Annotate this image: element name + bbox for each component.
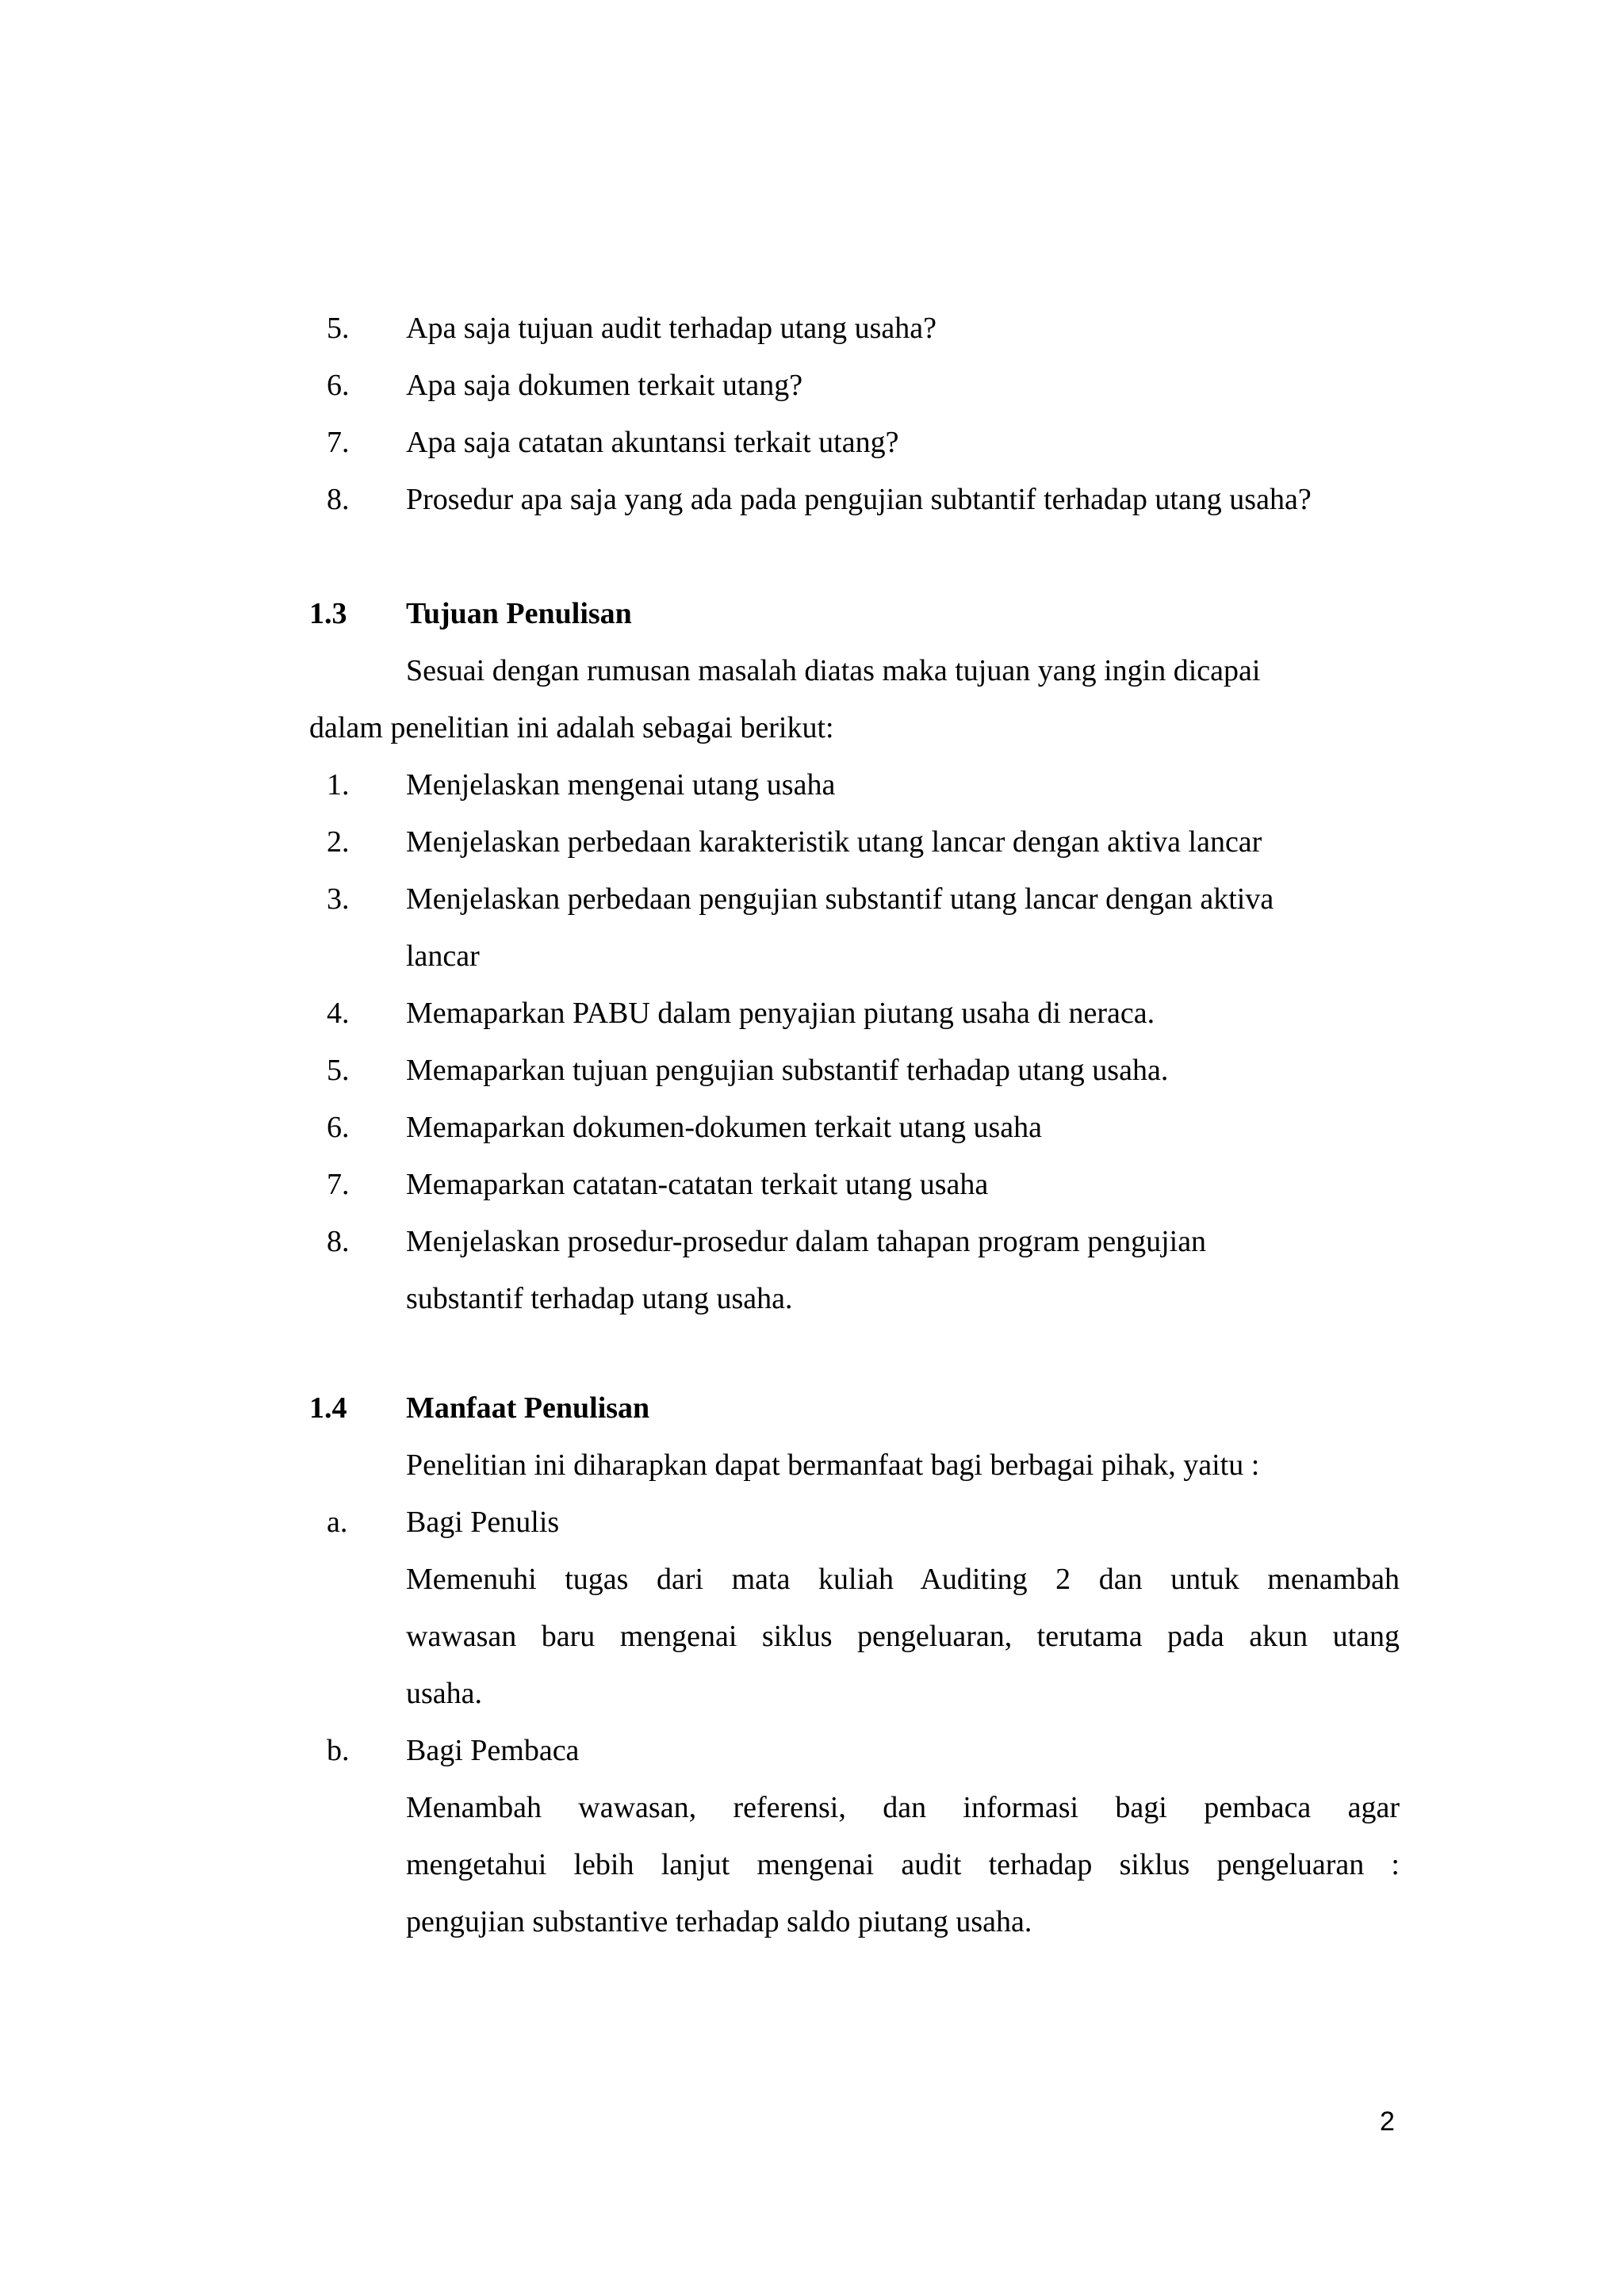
section-manfaat-penulisan [309,1380,1400,1950]
item-letter: b. [327,1734,350,1767]
list-item [309,1042,1400,1099]
item-text: Apa saja tujuan audit terhadap utang usaha? [406,312,936,345]
paragraph-line [309,1779,1400,1836]
item-number: 1. [327,768,350,802]
item-text: Memaparkan tujuan pengujian substantif terhadap utang usaha. [406,1054,1169,1087]
item-text: Memaparkan dokumen-dokumen terkait utang usaha [406,1111,1042,1144]
benefit-text: mengetahui lebih lanjut mengenai audit terhadap siklus pengeluaran : [406,1848,1400,1881]
item-text: Apa saja catatan akuntansi terkait utang? [406,426,899,459]
item-text: Menjelaskan prosedur-prosedur dalam tahapan program pengujian [406,1225,1207,1258]
item-text: substantif terhadap utang usaha. [406,1282,793,1315]
list-item [309,756,1400,813]
benefit-text: Menambah wawasan, referensi, dan informasi bagi pembaca agar [406,1791,1400,1824]
item-letter: a. [327,1506,348,1539]
intro-text: dalam penelitian ini adalah sebagai berikut: [309,711,834,744]
item-number: 8. [327,1225,350,1258]
paragraph-line [309,1608,1400,1665]
item-number: 5. [327,1054,350,1087]
paragraph-line [309,1893,1400,1950]
list-item [309,871,1400,928]
item-number: 3. [327,882,350,916]
list-item-continuation [309,1270,1400,1327]
benefit-text: wawasan baru mengenai siklus pengeluaran, terutama pada akun utang [406,1620,1400,1653]
item-text: Memaparkan catatan-catatan terkait utang usaha [406,1168,989,1201]
item-number: 2. [327,825,350,859]
list-item [309,985,1400,1042]
list-item [309,1099,1400,1156]
section-heading [309,585,1400,642]
section-tujuan-penulisan [309,585,1400,1327]
item-number: 5. [327,312,350,345]
list-item [309,357,1400,414]
list-item [309,300,1400,357]
paragraph-line [309,1836,1400,1893]
item-number: 7. [327,1168,350,1201]
item-number: 7. [327,426,350,459]
list-item-continuation [309,928,1400,985]
item-text: Memaparkan PABU dalam penyajian piutang usaha di neraca. [406,997,1155,1030]
item-number: 8. [327,483,350,516]
paragraph-line [309,699,1400,756]
item-number: 6. [327,369,350,402]
section-number: 1.3 [309,597,347,630]
item-text: Apa saja dokumen terkait utang? [406,369,803,402]
page-number: 2 [1380,2107,1395,2137]
item-text: lancar [406,939,480,973]
paragraph-line [309,1551,1400,1608]
paragraph-line [309,642,1400,699]
paragraph-line [309,1437,1400,1494]
intro-text: Sesuai dengan rumusan masalah diatas maka tujuan yang ingin dicapai [406,654,1261,687]
section-title: Tujuan Penulisan [406,597,632,630]
list-item [309,1156,1400,1213]
benefit-heading [309,1494,1400,1551]
item-text: Prosedur apa saja yang ada pada pengujian subtantif terhadap utang usaha? [406,483,1312,516]
benefit-title: Bagi Pembaca [406,1734,580,1767]
list-item [309,414,1400,471]
item-number: 4. [327,997,350,1030]
benefit-heading [309,1722,1400,1779]
item-text: Menjelaskan mengenai utang usaha [406,768,836,802]
intro-text: Penelitian ini diharapkan dapat bermanfaat bagi berbagai pihak, yaitu : [406,1448,1260,1482]
item-text: Menjelaskan perbedaan karakteristik utang lancar dengan aktiva lancar [406,825,1262,859]
benefit-text: Memenuhi tugas dari mata kuliah Auditing 2 dan untuk menambah [406,1563,1400,1596]
question-list [309,300,1400,528]
paragraph-line [309,1665,1400,1722]
benefit-text: pengujian substantive terhadap saldo piutang usaha. [406,1905,1032,1938]
list-item [309,1213,1400,1270]
item-text: Menjelaskan perbedaan pengujian substantif utang lancar dengan aktiva [406,882,1274,916]
section-heading [309,1380,1400,1437]
list-item [309,813,1400,871]
section-number: 1.4 [309,1391,347,1425]
benefit-text: usaha. [406,1677,483,1710]
section-title: Manfaat Penulisan [406,1391,650,1425]
benefit-title: Bagi Penulis [406,1506,560,1539]
item-number: 6. [327,1111,350,1144]
list-item [309,471,1400,528]
